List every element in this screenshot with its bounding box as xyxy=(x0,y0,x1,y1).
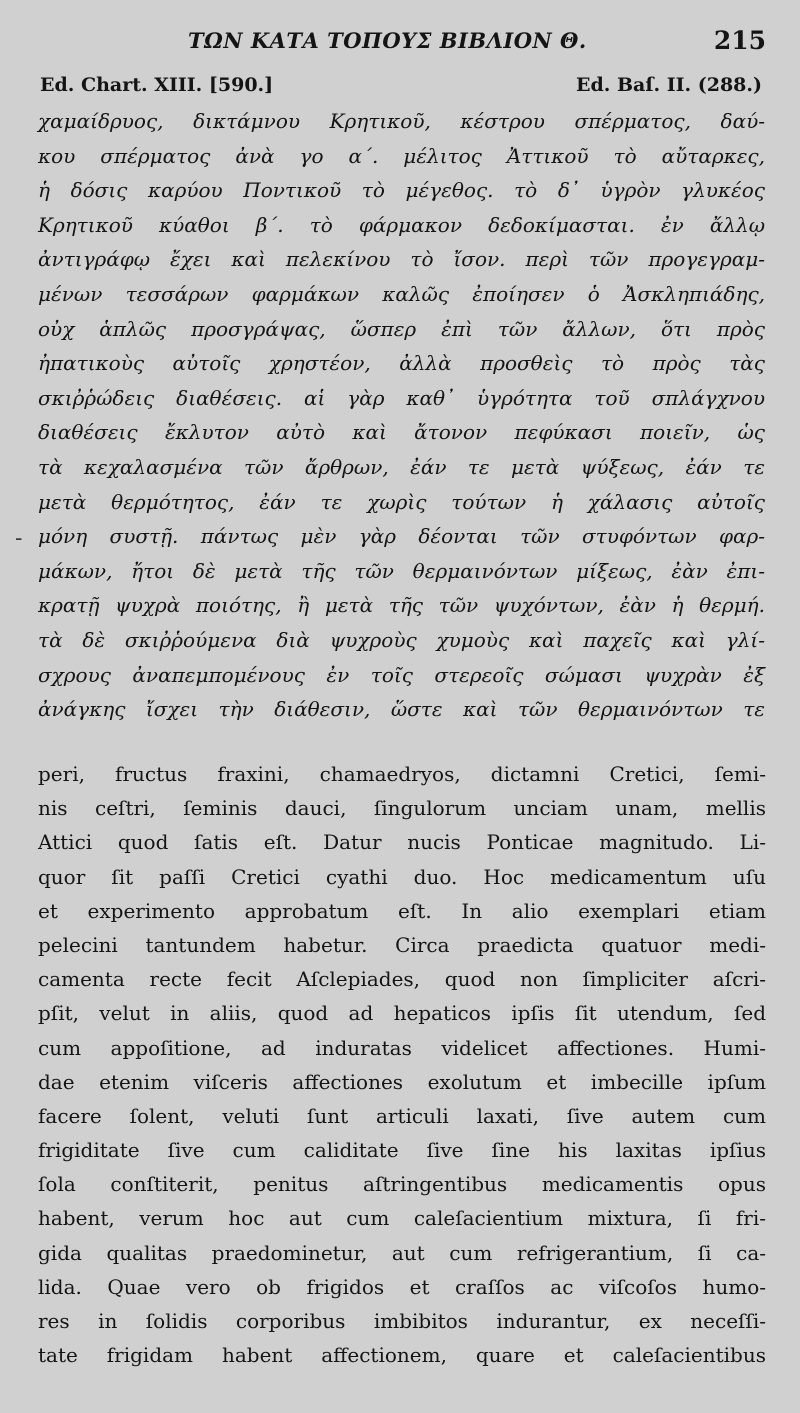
greek-line: ἀντιγράφῳ ἔχει καὶ πελεκίνου τὸ ἴσον. περὶ τῶν προγεγραμ- xyxy=(38,247,765,272)
margin-mark: - xyxy=(15,526,23,551)
latin-line: frigiditate ſive cum caliditate ſive ſine his laxitas ipſius xyxy=(38,1138,766,1163)
greek-line: κρατῇ ψυχρὰ ποιότης, ἢ μετὰ τῆς τῶν ψυχόντων, ἐὰν ἡ θερμή. xyxy=(38,593,765,618)
greek-line: Κρητικοῦ κύαθοι β΄. τὸ φάρμακον δεδοκίμασται. ἐν ἄλλῳ xyxy=(38,212,765,237)
greek-line: τὰ δὲ σκιῤῥούμενα διὰ ψυχροὺς χυμοὺς καὶ παχεῖς καὶ γλί- xyxy=(38,627,765,652)
page-number: 215 xyxy=(713,26,766,55)
greek-line: ἡ δόσις καρύου Ποντικοῦ τὸ μέγεθος. τὸ δ᾽ ὑγρὸν γλυκέος xyxy=(38,178,765,203)
greek-line: σκιῤῥώδεις διαθέσεις. αἱ γὰρ καθ᾽ ὑγρότητα τοῦ σπλάγχνου xyxy=(38,385,765,410)
greek-line: κου σπέρματος ἀνὰ γο α΄. μέλιτος Ἀττικοῦ τὸ αὔταρκες, xyxy=(38,143,765,168)
latin-line: res in ſolidis corporibus imbibitos indurantur, ex neceſſi- xyxy=(38,1309,766,1333)
edition-reference-chartier: Ed. Chart. XIII. [590.] xyxy=(40,74,274,96)
latin-line: lida. Quae vero ob frigidos et craſſos ac viſcoſos humo- xyxy=(38,1274,766,1299)
greek-line: μόνη συστῇ. πάντως μὲν γὰρ δέονται τῶν στυφόντων φαρ- xyxy=(38,524,765,549)
latin-line: Attici quod ſatis eſt. Datur nucis Ponticae magnitudo. Li- xyxy=(38,830,766,855)
latin-line: tate frigidam habent affectionem, quare et caleſacientibus xyxy=(38,1343,766,1368)
greek-line: διαθέσεις ἔκλυτον αὐτὸ καὶ ἄτονον πεφύκασι ποιεῖν, ὡς xyxy=(38,420,765,445)
running-header-title: ΤΩΝ ΚΑΤΑ ΤΟΠΟΥΣ ΒΙΒΛΙΟΝ Θ. xyxy=(188,28,587,53)
latin-line: peri, fructus fraxini, chamaedryos, dictamni Cretici, ſemi- xyxy=(38,762,766,786)
latin-line: habent, verum hoc aut cum caleſacientium mixtura, ſi fri- xyxy=(38,1206,766,1231)
latin-line: dae etenim viſceris affectiones exolutum et imbecille ipſum xyxy=(38,1069,766,1094)
greek-line: μένων τεσσάρων φαρμάκων καλῶς ἐποίησεν ὁ Ἀσκληπιάδης, xyxy=(38,281,765,306)
latin-line: cum appoſitione, ad induratas videlicet affectiones. Humi- xyxy=(38,1035,766,1060)
latin-line: nis ceſtri, ſeminis dauci, ſingulorum unciam unam, mellis xyxy=(38,796,766,821)
greek-line: τὰ κεχαλασμένα τῶν ἄρθρων, ἐάν τε μετὰ ψύξεως, ἐάν τε xyxy=(38,454,765,479)
latin-line: pſit, velut in aliis, quod ad hepaticos ipſis ſit utendum, ſed xyxy=(38,1001,766,1026)
latin-line: quor ſit paſſi Cretici cyathi duo. Hoc medicamentum uſu xyxy=(38,864,766,889)
latin-line: gida qualitas praedominetur, aut cum refrigerantium, ſi ca- xyxy=(38,1240,766,1265)
greek-line: χαμαίδρυος, δικτάμνου Κρητικοῦ, κέστρου σπέρματος, δαύ- xyxy=(38,109,765,133)
greek-line: ἠπατικοὺς αὐτοῖς χρηστέον, ἀλλὰ προσθεὶς τὸ πρὸς τὰς xyxy=(38,351,765,376)
greek-text-block xyxy=(38,104,765,727)
greek-line: σχρους ἀναπεμπομένους ἐν τοῖς στερεοῖς σώμασι ψυχρὰν ἐξ xyxy=(38,662,765,687)
edition-reference-basel: Ed. Baſ. II. (288.) xyxy=(575,74,762,96)
latin-line: facere ſolent, veluti ſunt articuli laxati, ſive autem cum xyxy=(38,1103,766,1128)
latin-line: et experimento approbatum eſt. In alio exemplari etiam xyxy=(38,898,766,923)
latin-line: camenta recte fecit Aſclepiades, quod non ſimpliciter aſcri- xyxy=(38,967,766,992)
greek-line: οὐχ ἁπλῶς προσγράψας, ὥσπερ ἐπὶ τῶν ἄλλων, ὅτι πρὸς xyxy=(38,316,765,341)
greek-line: μετὰ θερμότητος, ἐάν τε χωρὶς τούτων ἡ χάλασις αὐτοῖς xyxy=(38,489,765,514)
latin-text-block xyxy=(38,757,766,1372)
greek-line: ἀνάγκης ἴσχει τὴν διάθεσιν, ὥστε καὶ τῶν θερμαινόντων τε xyxy=(38,697,765,722)
latin-line: pelecini tantundem habetur. Circa praedicta quatuor medi- xyxy=(38,932,766,957)
latin-line: ſola conſtiterit, penitus aſtringentibus medicamentis opus xyxy=(38,1172,766,1197)
greek-line: μάκων, ἤτοι δὲ μετὰ τῆς τῶν θερμαινόντων μίξεως, ἐὰν ἐπι- xyxy=(38,558,765,583)
